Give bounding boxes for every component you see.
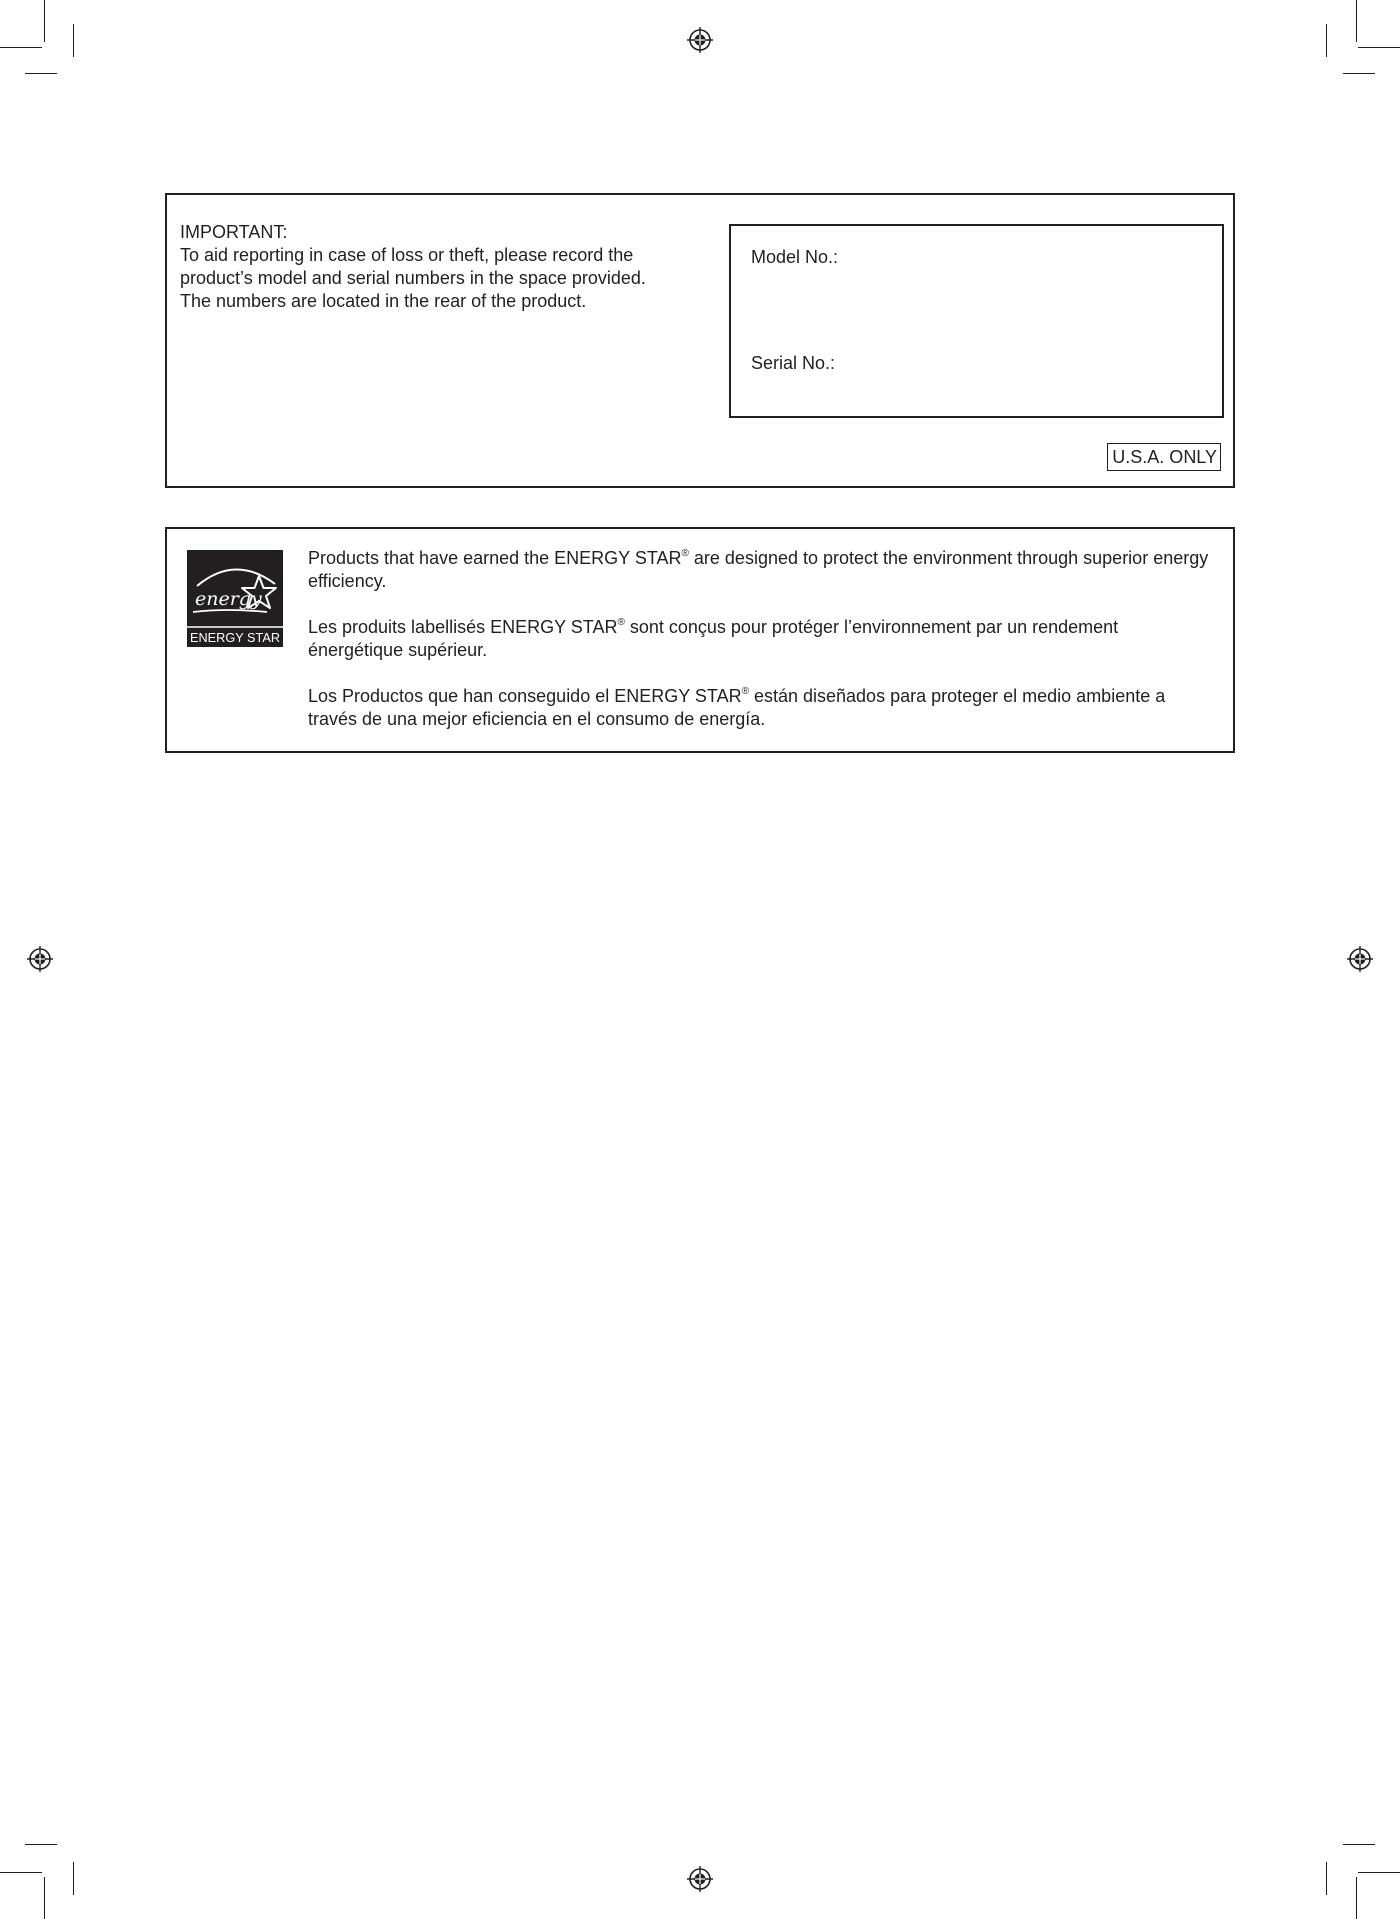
crop-mark xyxy=(0,47,42,48)
model-serial-record-box xyxy=(729,224,1224,418)
important-notice-box xyxy=(165,193,1235,488)
crop-mark xyxy=(25,1844,57,1845)
important-heading: IMPORTANT: xyxy=(180,222,288,242)
crop-mark xyxy=(44,0,45,42)
important-notice-text xyxy=(180,221,710,313)
crop-mark xyxy=(1343,73,1375,74)
registration-mark-icon xyxy=(687,1866,713,1892)
energy-star-logo-icon xyxy=(187,550,283,647)
crop-mark xyxy=(1326,1862,1327,1895)
energy-star-notice-box xyxy=(165,527,1235,753)
crop-mark xyxy=(25,73,57,74)
serial-number-label: Serial No.: xyxy=(751,353,836,373)
registration-mark-icon xyxy=(27,946,53,972)
crop-mark xyxy=(73,24,74,57)
crop-mark xyxy=(1356,1877,1357,1919)
energy-star-paragraph-en: Products that have earned the ENERGY STAR® are designed to protect the environment through superior energy efficiency. xyxy=(308,548,1209,591)
registration-mark-icon xyxy=(687,27,713,53)
crop-mark xyxy=(1343,1844,1375,1845)
registered-mark: ® xyxy=(741,686,749,697)
important-line: product’s model and serial numbers in the space provided. xyxy=(180,268,646,288)
svg-text:ENERGY STAR: ENERGY STAR xyxy=(190,630,280,645)
energy-star-text xyxy=(308,547,1218,731)
registered-mark: ® xyxy=(617,617,625,628)
important-line: To aid reporting in case of loss or theft, please record the xyxy=(180,245,634,265)
crop-mark xyxy=(1358,1872,1400,1873)
region-badge: U.S.A. ONLY xyxy=(1107,443,1221,471)
energy-star-paragraph-fr: Les produits labellisés ENERGY STAR® sont conçus pour protéger l’environnement par un rendement énergétique supérieur. xyxy=(308,617,1119,660)
important-line: The numbers are located in the rear of the product. xyxy=(180,291,587,311)
crop-mark xyxy=(1326,24,1327,57)
crop-mark xyxy=(44,1877,45,1919)
crop-mark xyxy=(1358,47,1400,48)
model-number-label: Model No.: xyxy=(751,247,839,267)
crop-mark xyxy=(73,1862,74,1895)
energy-star-paragraph-es: Los Productos que han conseguido el ENERGY STAR® están diseñados para proteger el medio ambiente a través de una mejor eficiencia en el consumo de energía. xyxy=(308,686,1166,729)
svg-text:energy: energy xyxy=(195,588,262,610)
registration-mark-icon xyxy=(1347,946,1373,972)
crop-mark xyxy=(0,1872,42,1873)
crop-mark xyxy=(1356,0,1357,42)
registered-mark: ® xyxy=(681,548,689,559)
